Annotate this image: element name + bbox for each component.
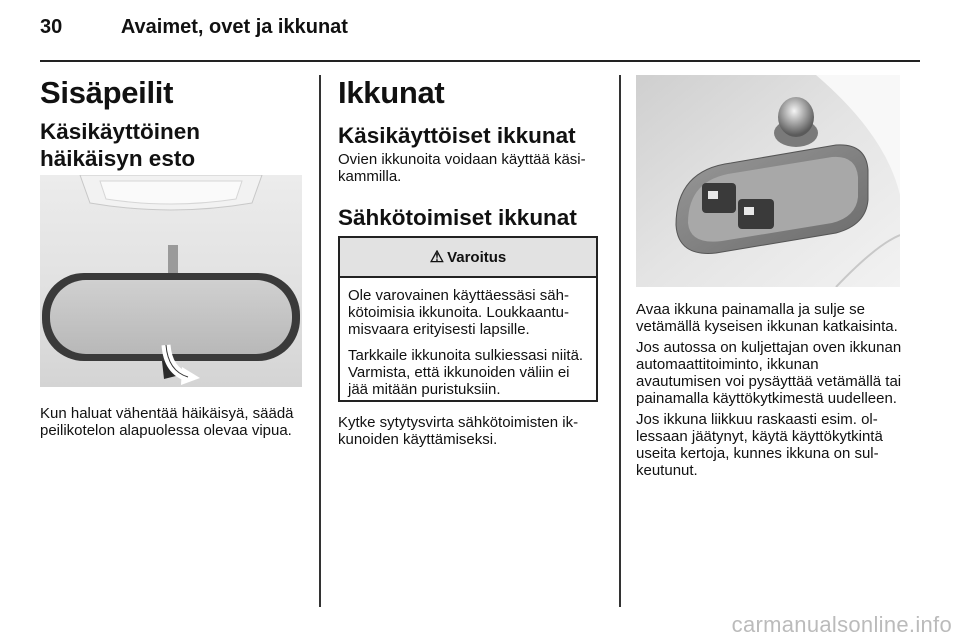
- column-divider-1: [319, 75, 321, 607]
- rearview-mirror-illustration: [40, 175, 302, 387]
- frozen-window-text: Jos ikkuna liikkuu raskaasti esim. ollessaan jäätynyt, käytä käyttökytkintä useita kertoja, kunnes ikkuna on sulkeutunut.: [636, 411, 883, 479]
- warning-text-2: Tarkkaile ikkunoita sulkiessasi niitä. Varmista, että ikkunoiden väliin ei jää mitään puristuksiin.: [348, 347, 584, 398]
- manual-windows-text: Ovien ikkunoita voidaan käyttää käsikammilla.: [338, 151, 586, 185]
- warning-triangle-icon: ⚠: [429, 249, 445, 266]
- window-switch-panel-photo: [636, 75, 900, 287]
- page-number: 30: [40, 16, 63, 38]
- window-switch-illustration: [636, 75, 900, 287]
- auto-function-text: Jos autossa on kuljettajan oven ikkunan automaattitoiminto, ikkunan avautumisen voi pysäyttää vetämällä tai painamalla käyttökytkimestä uudelleen.: [636, 339, 902, 407]
- warning-title: Varoitus: [447, 248, 507, 266]
- window-operation-text: Avaa ikkuna painamalla ja sulje se vetämällä kyseisen ikkunan katkaisinta.: [636, 301, 898, 335]
- antiglare-instructions: Kun haluat vähentää häikäisyä, säädä peilikotelon alapuolessa olevaa vipua.: [40, 405, 294, 439]
- rearview-mirror-photo: [40, 175, 302, 387]
- column-1-text: [40, 405, 302, 439]
- column-divider-2: [619, 75, 621, 607]
- header-rule: [40, 60, 920, 62]
- ignition-text: Kytke sytytysvirta sähkötoimisten ikkunoiden käyttämiseksi.: [338, 414, 579, 448]
- chapter-title: Avaimet, ovet ja ikkunat: [120, 16, 348, 38]
- page-header: [40, 16, 348, 39]
- subheading-manual-windows: Käsikäyttöiset ikkunat: [338, 123, 576, 148]
- subheading-antiglare: Käsikäyttöinen häikäisyn esto: [40, 119, 201, 171]
- column-2: [338, 75, 603, 231]
- warning-box: [338, 236, 598, 402]
- warning-header: [340, 238, 596, 278]
- section-heading-windows: Ikkunat: [338, 75, 445, 110]
- subheading-power-windows: Sähkötoimiset ikkunat: [338, 205, 577, 230]
- warning-text-1: Ole varovainen käyttäessäsi sähkötoimisia ikkunoita. Loukkaantumisvaara erityisesti lapsille.: [348, 287, 569, 338]
- warning-body: [340, 278, 596, 398]
- column-1: [40, 75, 305, 172]
- section-heading-mirrors: Sisäpeilit: [40, 75, 174, 110]
- watermark: carmanualsonline.info: [731, 612, 952, 637]
- column-2-bottom: [338, 414, 603, 448]
- column-3-text: [636, 301, 904, 479]
